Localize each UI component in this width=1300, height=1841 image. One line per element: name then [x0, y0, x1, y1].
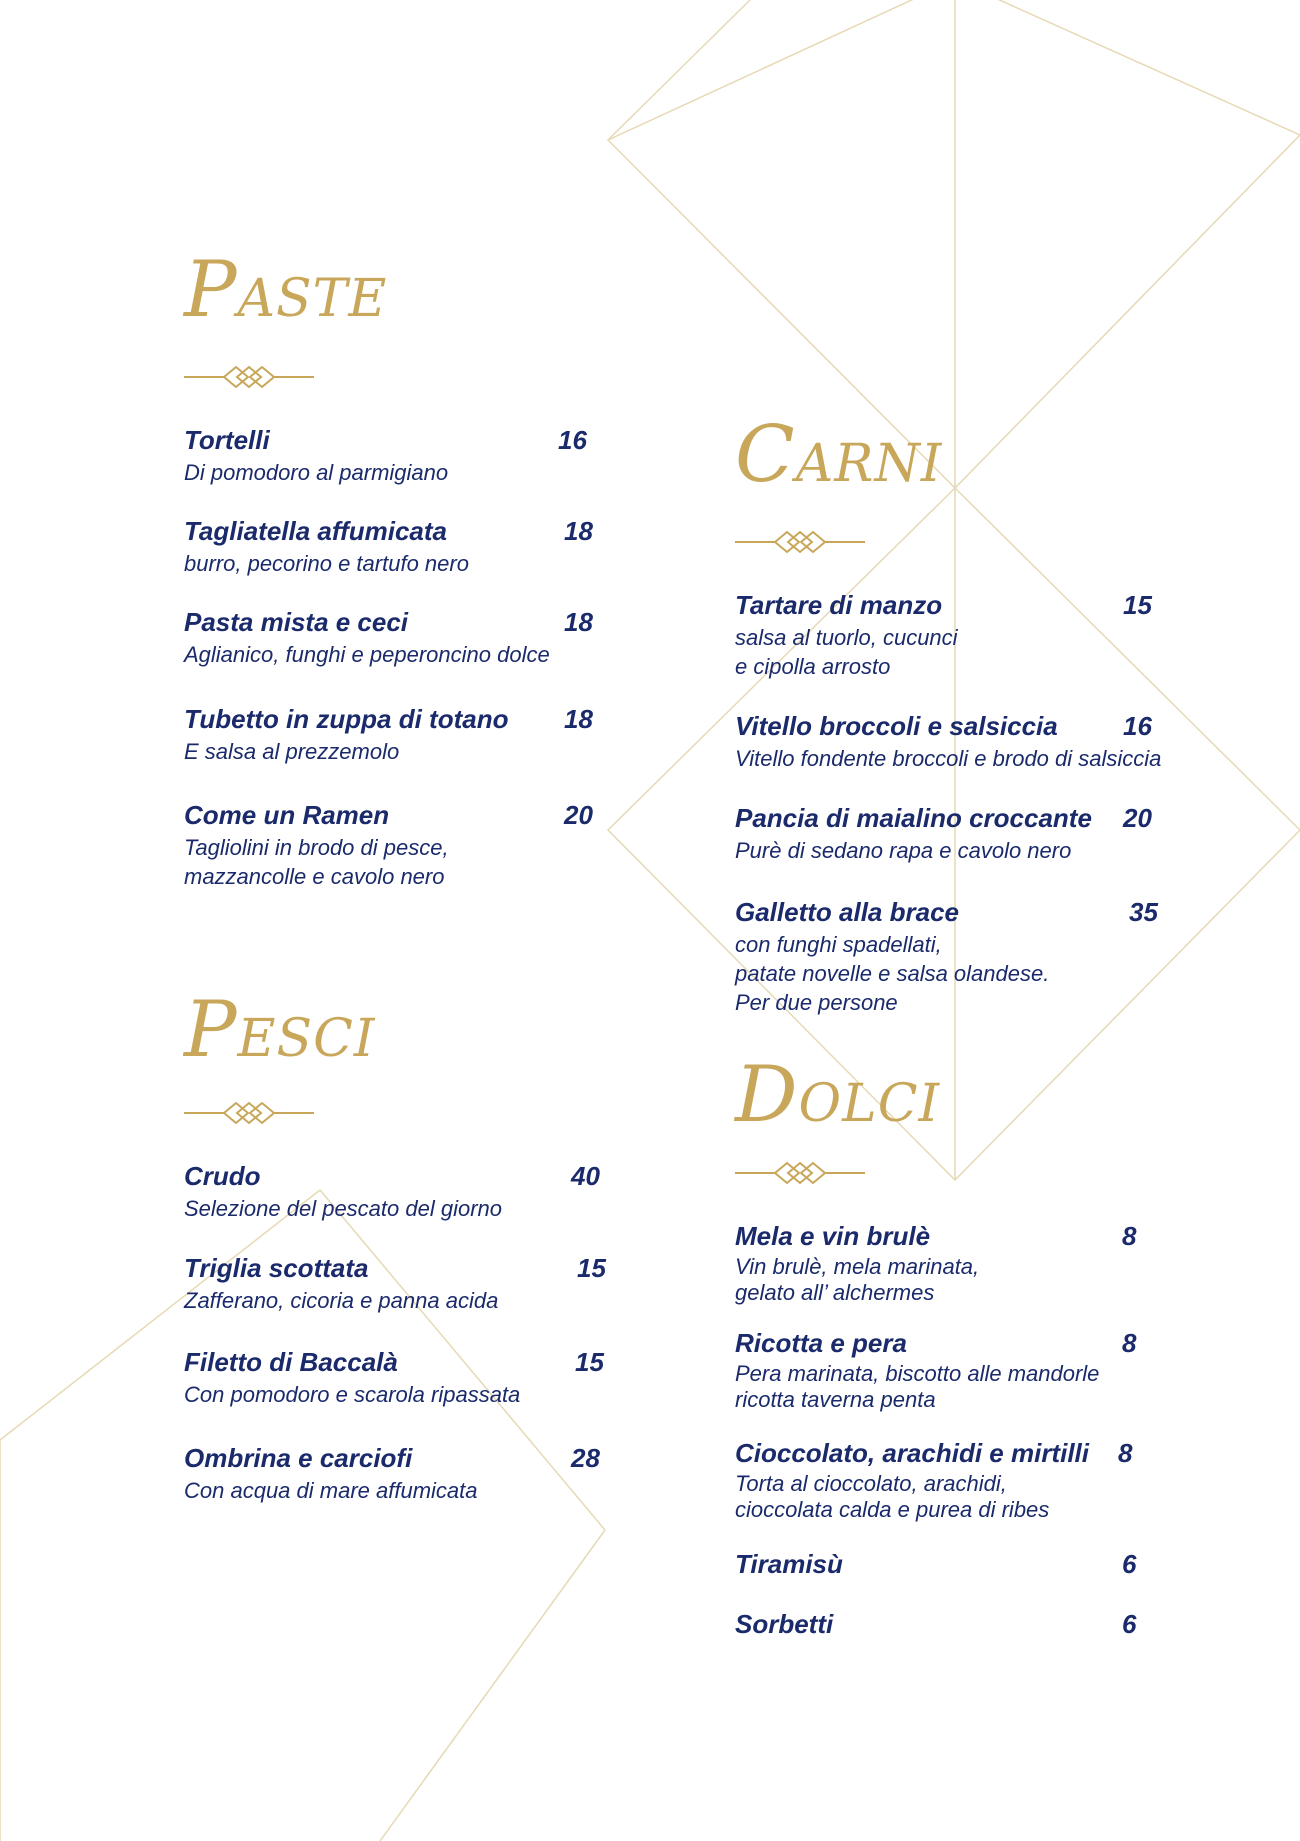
section-title-carni	[735, 410, 942, 500]
menu-item-sorbetti	[735, 1609, 1255, 1640]
item-price: 35	[1129, 897, 1158, 927]
item-description: Purè di sedano rapa e cavolo nero	[735, 838, 1072, 863]
item-name: Mela e vin brulè	[735, 1221, 931, 1251]
menu-item-ramen	[184, 800, 624, 891]
menu-item-vitello	[735, 711, 1255, 773]
menu-item-pasta-mista	[184, 607, 624, 669]
title-rest: ASTE	[237, 269, 388, 329]
item-name: Tortelli	[184, 425, 270, 455]
item-name: Filetto di Baccalà	[184, 1347, 398, 1377]
ornament-divider-icon	[184, 1098, 314, 1128]
item-name: Crudo	[184, 1161, 261, 1191]
menu-item-tortelli	[184, 425, 624, 487]
item-price: 8	[1122, 1221, 1137, 1251]
menu-item-crudo	[184, 1161, 624, 1223]
item-price: 8	[1122, 1328, 1137, 1358]
item-name: Tagliatella affumicata	[184, 516, 447, 546]
menu-item-mela	[735, 1221, 1255, 1306]
item-name: Tubetto in zuppa di totano	[184, 704, 509, 734]
title-cap: D	[735, 1050, 799, 1140]
item-name: Pasta mista e ceci	[184, 607, 409, 637]
item-description: Di pomodoro al parmigiano	[184, 460, 449, 485]
item-price: 15	[1123, 590, 1152, 620]
menu-item-tiramisu	[735, 1549, 1255, 1580]
item-description: E salsa al prezzemolo	[184, 739, 400, 764]
item-price: 15	[577, 1253, 606, 1283]
title-rest: ARNI	[795, 434, 943, 494]
item-price: 6	[1122, 1609, 1137, 1639]
item-price: 40	[571, 1161, 600, 1191]
item-description: burro, pecorino e tartufo nero	[184, 551, 469, 576]
item-name: Ombrina e carciofi	[184, 1443, 413, 1473]
item-description: salsa al tuorlo, cucunci e cipolla arrosto	[735, 625, 958, 679]
item-name: Come un Ramen	[184, 800, 390, 830]
item-price: 20	[564, 800, 593, 830]
title-cap: P	[184, 985, 238, 1075]
item-description: Con acqua di mare affumicata	[184, 1478, 478, 1503]
item-price: 18	[564, 607, 593, 637]
title-rest: OLCI	[798, 1074, 941, 1134]
item-name: Sorbetti	[735, 1609, 834, 1639]
item-description: Selezione del pescato del giorno	[184, 1196, 503, 1221]
title-rest: ESCI	[237, 1009, 376, 1069]
menu-item-ricotta	[735, 1328, 1255, 1413]
section-title-pesci	[184, 985, 375, 1075]
item-price: 20	[1123, 803, 1152, 833]
item-name: Triglia scottata	[184, 1253, 369, 1283]
item-name: Vitello broccoli e salsiccia	[735, 711, 1058, 741]
item-description: Tagliolini in brodo di pesce, mazzancolle e cavolo nero	[184, 835, 449, 889]
item-name: Tiramisù	[735, 1549, 843, 1579]
menu-item-galletto	[735, 897, 1255, 1017]
item-description: Vitello fondente broccoli e brodo di salsiccia	[735, 746, 1162, 771]
item-price: 16	[1123, 711, 1152, 741]
menu-item-baccala	[184, 1347, 624, 1409]
ornament-divider-icon	[735, 527, 865, 557]
item-price: 15	[575, 1347, 604, 1377]
item-name: Ricotta e pera	[735, 1328, 907, 1358]
item-description: con funghi spadellati, patate novelle e salsa olandese. Per due persone	[735, 932, 1050, 1015]
menu-item-triglia	[184, 1253, 624, 1315]
title-cap: P	[184, 245, 238, 335]
item-price: 28	[571, 1443, 600, 1473]
menu-item-pancia	[735, 803, 1255, 865]
item-description: Con pomodoro e scarola ripassata	[184, 1382, 521, 1407]
title-cap: C	[735, 410, 796, 500]
item-price: 18	[564, 704, 593, 734]
menu-item-tartare	[735, 590, 1255, 681]
item-description: Zafferano, cicoria e panna acida	[184, 1288, 499, 1313]
item-description: Vin brulè, mela marinata, gelato all’ alchermes	[735, 1254, 980, 1305]
item-price: 16	[558, 425, 587, 455]
item-name: Cioccolato, arachidi e mirtilli	[735, 1438, 1089, 1468]
item-description: Torta al cioccolato, arachidi, cioccolata calda e purea di ribes	[735, 1471, 1050, 1522]
item-price: 8	[1118, 1438, 1133, 1468]
item-name: Pancia di maialino croccante	[735, 803, 1092, 833]
item-name: Tartare di manzo	[735, 590, 943, 620]
section-title-dolci	[735, 1050, 940, 1140]
item-description: Pera marinata, biscotto alle mandorle ricotta taverna penta	[735, 1361, 1100, 1412]
item-name: Galletto alla brace	[735, 897, 959, 927]
menu-item-ombrina	[184, 1443, 624, 1505]
menu-item-cioccolato	[735, 1438, 1255, 1523]
ornament-divider-icon	[184, 362, 314, 392]
section-title-paste	[184, 245, 387, 335]
item-description: Aglianico, funghi e peperoncino dolce	[184, 642, 550, 667]
menu-item-tagliatella	[184, 516, 624, 578]
item-price: 18	[564, 516, 593, 546]
menu-item-tubetto	[184, 704, 624, 766]
item-price: 6	[1122, 1549, 1137, 1579]
ornament-divider-icon	[735, 1158, 865, 1188]
